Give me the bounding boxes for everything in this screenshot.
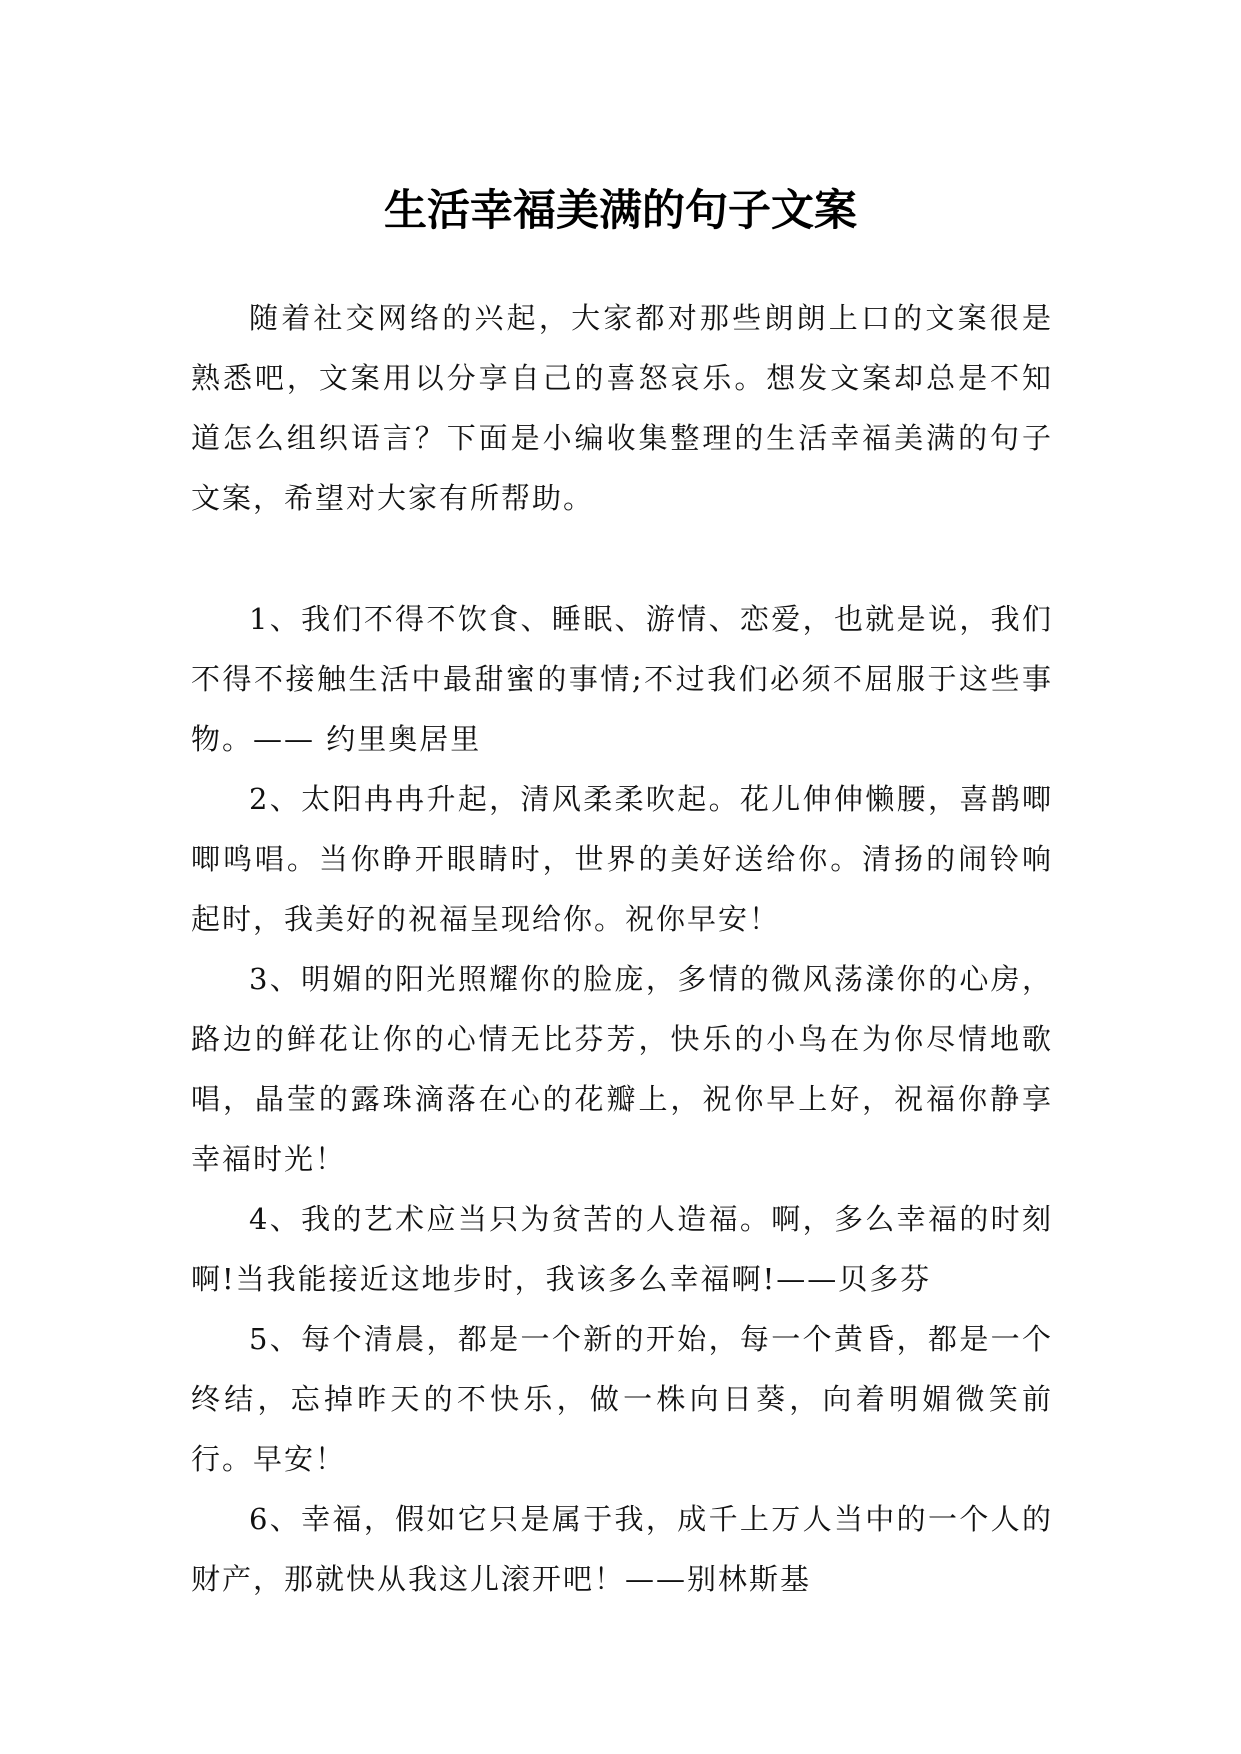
document-body — [191, 288, 1053, 1609]
quote-item-6: 6、幸福，假如它只是属于我，成千上万人当中的一个人的财产，那就快从我这儿滚开吧！——别林斯基 — [191, 1502, 1053, 1596]
quote-item-2: 2、太阳冉冉升起，清风柔柔吹起。花儿伸伸懒腰，喜鹊唧唧鸣唱。当你睁开眼睛时，世界的美好送给你。清扬的闹铃响起时，我美好的祝福呈现给你。祝你早安！ — [191, 782, 1053, 936]
quote-item-1: 1、我们不得不饮食、睡眠、游情、恋爱，也就是说，我们不得不接触生活中最甜蜜的事情;不过我们必须不屈服于这些事物。—— 约里奥居里 — [191, 602, 1053, 756]
quote-item-4: 4、我的艺术应当只为贫苦的人造福。啊，多么幸福的时刻啊!当我能接近这地步时，我该多么幸福啊!——贝多芬 — [191, 1202, 1053, 1296]
quote-item-3: 3、明媚的阳光照耀你的脸庞，多情的微风荡漾你的心房，路边的鲜花让你的心情无比芬芳，快乐的小鸟在为你尽情地歌唱，晶莹的露珠滴落在心的花瓣上，祝你早上好，祝福你静享幸福时光！ — [191, 962, 1053, 1176]
quote-item-5: 5、每个清晨，都是一个新的开始，每一个黄昏，都是一个终结，忘掉昨天的不快乐，做一株向日葵，向着明媚微笑前行。早安！ — [191, 1322, 1053, 1476]
paragraph-spacer — [191, 528, 1053, 589]
intro-paragraph: 随着社交网络的兴起，大家都对那些朗朗上口的文案很是熟悉吧，文案用以分享自己的喜怒哀乐。想发文案却总是不知道怎么组织语言？下面是小编收集整理的生活幸福美满的句子文案，希望对大家有所帮助。 — [191, 301, 1053, 515]
document-title: 生活幸福美满的句子文案 — [384, 185, 857, 236]
